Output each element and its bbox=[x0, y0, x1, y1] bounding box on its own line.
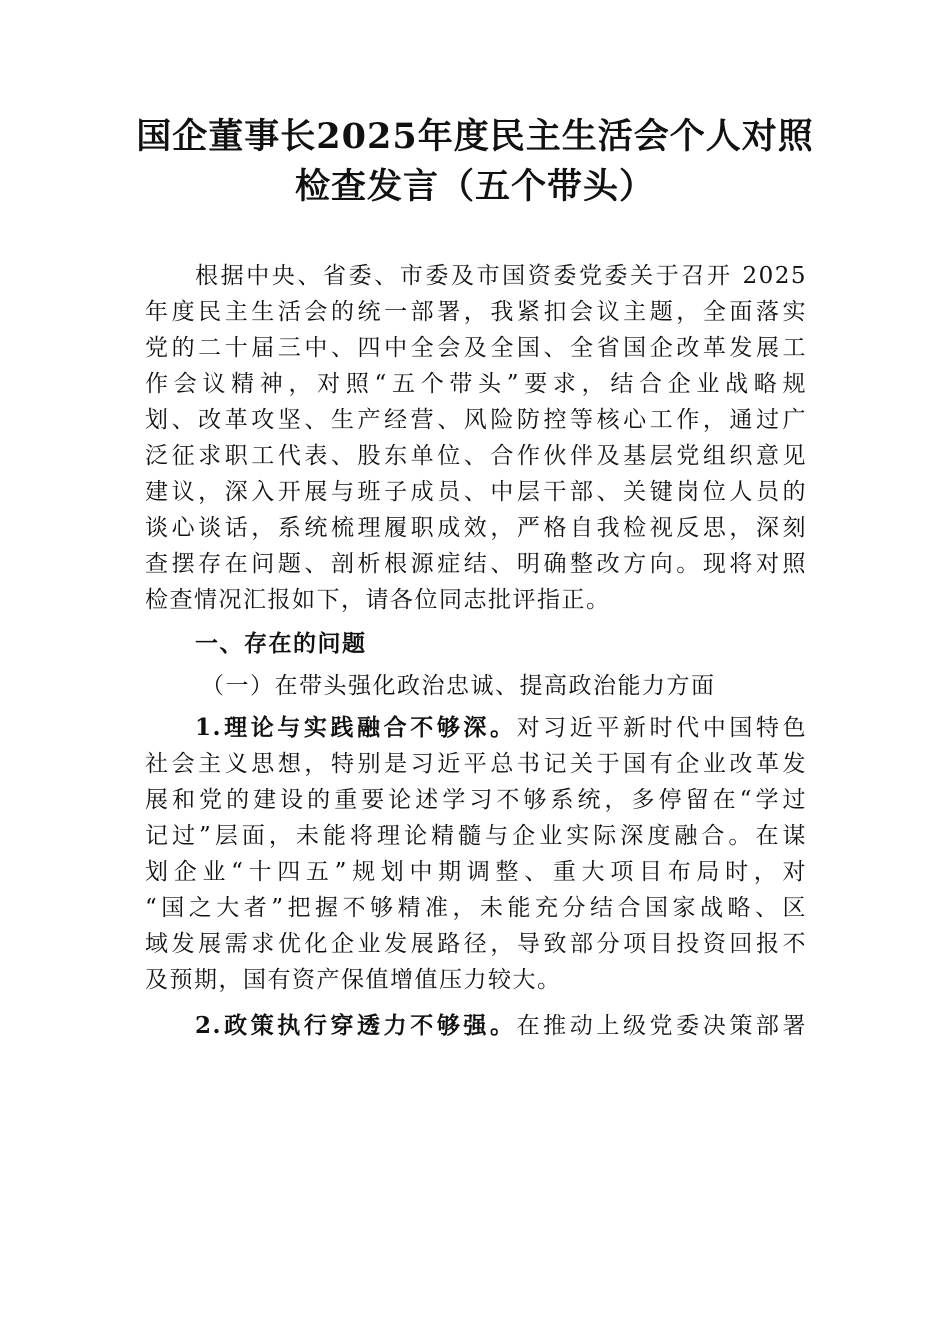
item-2-first-rest: 在推动上级党委决策部署 bbox=[516, 1013, 807, 1039]
item-1-first-line bbox=[145, 710, 807, 746]
item-1-first-rest: 对习近平新时代中国特色 bbox=[516, 715, 807, 741]
intro-line: 谈心谈话，系统梳理履职成效，严格自我检视反思，深刻 bbox=[145, 515, 807, 541]
subsection-heading-political-loyalty: （一）在带头强化政治忠诚、提高政治能力方面 bbox=[201, 673, 716, 699]
intro-line: 年度民主生活会的统一部署，我紧扣会议主题，全面落实 bbox=[145, 299, 807, 325]
section-heading-problems: 一、存在的问题 bbox=[195, 631, 367, 657]
title-line-2: 检查发言（五个带头） bbox=[294, 166, 655, 207]
intro-line: 划、改革攻坚、生产经营、风险防控等核心工作，通过广 bbox=[145, 407, 807, 433]
intro-line: 根据中央、省委、市委及市国资委党委关于召开 2025 bbox=[195, 263, 807, 289]
intro-line: 建议，深入开展与班子成员、中层干部、关键岗位人员的 bbox=[145, 479, 807, 505]
item-1-line: 域发展需求优化企业发展路径，导致部分项目投资回报不 bbox=[145, 931, 807, 957]
intro-line: 查摆存在问题、剖析根源症结、明确整改方向。现将对照 bbox=[145, 551, 807, 577]
item-2-paragraph bbox=[145, 1008, 807, 1044]
title-line-1: 国企董事长2025年度民主生活会个人对照 bbox=[136, 116, 814, 157]
item-2-first-line bbox=[145, 1008, 807, 1044]
item-1-lead: 1.理论与实践融合不够深。 bbox=[195, 714, 517, 741]
item-1-line: 社会主义思想，特别是习近平总书记关于国有企业改革发 bbox=[145, 751, 807, 777]
item-1-line: 记过”层面，未能将理论精髓与企业实际深度融合。在谋 bbox=[145, 823, 807, 849]
item-1-line: 及预期，国有资产保值增值压力较大。 bbox=[145, 967, 562, 993]
intro-paragraph bbox=[145, 258, 807, 618]
item-1-paragraph bbox=[145, 710, 807, 998]
item-1-line: 展和党的建设的重要论述学习不够系统，多停留在“学过 bbox=[145, 787, 807, 813]
intro-line: 泛征求职工代表、股东单位、合作伙伴及基层党组织意见 bbox=[145, 443, 807, 469]
document-body bbox=[145, 258, 807, 1044]
intro-line: 检查情况汇报如下，请各位同志批评指正。 bbox=[145, 587, 611, 613]
item-1-line: “国之大者”把握不够精准，未能充分结合国家战略、区 bbox=[145, 895, 807, 921]
document-title bbox=[120, 112, 830, 212]
intro-line: 党的二十届三中、四中全会及全国、全省国企改革发展工 bbox=[145, 335, 807, 361]
item-2-lead: 2.政策执行穿透力不够强。 bbox=[195, 1012, 517, 1039]
intro-line: 作会议精神，对照“五个带头”要求，结合企业战略规 bbox=[145, 371, 807, 397]
item-1-line: 划企业“十四五”规划中期调整、重大项目布局时，对 bbox=[145, 859, 807, 885]
